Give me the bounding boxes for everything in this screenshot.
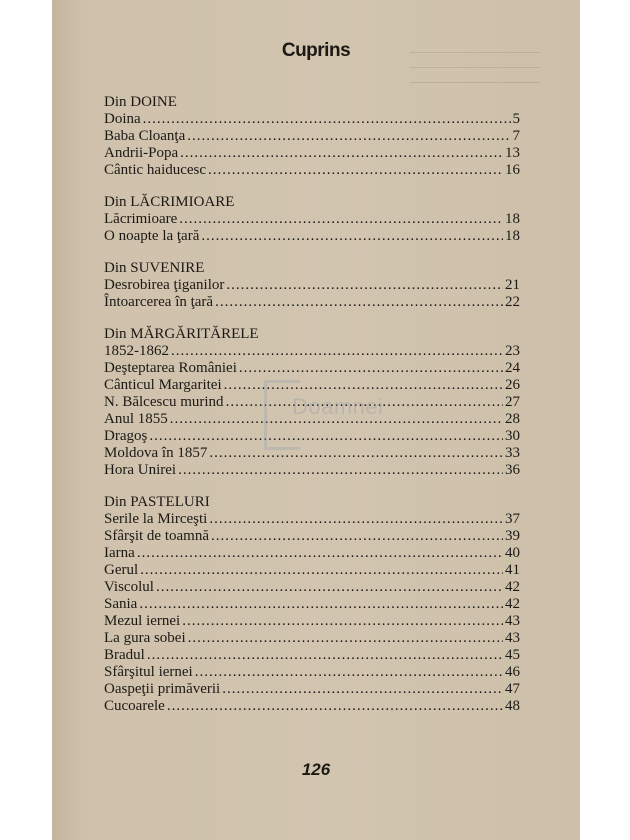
- toc-section: [104, 194, 520, 245]
- toc-entry: [104, 394, 520, 411]
- toc-entry: [104, 360, 520, 377]
- entry-page-number: 18: [505, 211, 520, 227]
- dot-leader: [226, 394, 503, 411]
- dot-leader: [171, 343, 503, 360]
- toc-section: [104, 260, 520, 311]
- page-number: 126: [301, 760, 331, 779]
- toc-entry: [104, 343, 520, 360]
- table-of-contents: [104, 94, 520, 730]
- entry-page-number: 42: [505, 596, 520, 612]
- entry-title: Baba Cloanţa: [104, 128, 186, 144]
- toc-entry: [104, 698, 520, 715]
- toc-entry: [104, 630, 520, 647]
- entry-page-number: 28: [505, 411, 520, 427]
- entry-page-number: 5: [512, 111, 520, 127]
- dot-leader: [180, 145, 503, 162]
- entry-page-number: 43: [505, 630, 520, 646]
- dot-leader: [149, 428, 503, 445]
- section-heading: Din LĂCRIMIOARE: [104, 194, 235, 210]
- entry-page-number: 43: [505, 613, 520, 629]
- toc-entry: [104, 411, 520, 428]
- section-heading: Din DOINE: [104, 94, 177, 110]
- dot-leader: [195, 664, 503, 681]
- entry-title: Anul 1855: [104, 411, 168, 427]
- entry-page-number: 27: [505, 394, 520, 410]
- dot-leader: [239, 360, 503, 377]
- entry-page-number: 16: [505, 162, 520, 178]
- dot-leader: [209, 511, 503, 528]
- toc-entry: [104, 528, 520, 545]
- entry-title: Viscolul: [104, 579, 154, 595]
- entry-title: Cucoarele: [104, 698, 165, 714]
- entry-title: Hora Unirei: [104, 462, 177, 478]
- entry-page-number: 18: [505, 228, 520, 244]
- entry-title: La gura sobei: [104, 630, 186, 646]
- entry-page-number: 7: [512, 128, 520, 144]
- entry-page-number: 48: [505, 698, 520, 714]
- dot-leader: [222, 681, 503, 698]
- entry-title: Lăcrimioare: [104, 211, 178, 227]
- dot-leader: [139, 596, 503, 613]
- dot-leader: [179, 211, 503, 228]
- toc-entry: [104, 647, 520, 664]
- entry-title: Sania: [104, 596, 138, 612]
- entry-page-number: 46: [505, 664, 520, 680]
- entry-page-number: 26: [505, 377, 520, 393]
- toc-entry: [104, 664, 520, 681]
- dot-leader: [143, 111, 511, 128]
- entry-title: 1852-1862: [104, 343, 169, 359]
- toc-entry: [104, 511, 520, 528]
- book-page: [52, 0, 580, 840]
- toc-entry: [104, 111, 520, 128]
- toc-entry: [104, 428, 520, 445]
- dot-leader: [167, 698, 503, 715]
- toc-entry: [104, 145, 520, 162]
- entry-page-number: 41: [505, 562, 520, 578]
- entry-page-number: 42: [505, 579, 520, 595]
- entry-title: Andrii-Popa: [104, 145, 179, 161]
- entry-title: Oaspeţii primăverii: [104, 681, 221, 697]
- entry-title: Desrobirea ţiganilor: [104, 277, 225, 293]
- entry-page-number: 37: [505, 511, 520, 527]
- entry-page-number: 23: [505, 343, 520, 359]
- dot-leader: [156, 579, 503, 596]
- toc-entry: [104, 681, 520, 698]
- entry-page-number: 30: [505, 428, 520, 444]
- dot-leader: [187, 128, 510, 145]
- section-heading: Din SUVENIRE: [104, 260, 205, 276]
- entry-page-number: 24: [505, 360, 520, 376]
- toc-entry: [104, 545, 520, 562]
- toc-entry: [104, 579, 520, 596]
- dot-leader: [215, 294, 503, 311]
- entry-page-number: 47: [505, 681, 520, 697]
- entry-page-number: 40: [505, 545, 520, 561]
- toc-entry: [104, 562, 520, 579]
- dot-leader: [188, 630, 503, 647]
- entry-title: Bradul: [104, 647, 145, 663]
- dot-leader: [226, 277, 503, 294]
- toc-entry: [104, 462, 520, 479]
- entry-title: Întoarcerea în ţară: [104, 294, 214, 310]
- dot-leader: [170, 411, 503, 428]
- toc-section: [104, 494, 520, 715]
- dot-leader: [178, 462, 503, 479]
- entry-page-number: 33: [505, 445, 520, 461]
- page-title: Cuprins: [281, 40, 351, 61]
- entry-page-number: 36: [505, 462, 520, 478]
- toc-entry: [104, 613, 520, 630]
- entry-page-number: 21: [505, 277, 520, 293]
- entry-title: Sfârşit de toamnă: [104, 528, 209, 544]
- entry-title: Mezul iernei: [104, 613, 181, 629]
- toc-section: [104, 326, 520, 479]
- dot-leader: [201, 228, 503, 245]
- entry-page-number: 13: [505, 145, 520, 161]
- section-heading: Din MĂRGĂRITĂRELE: [104, 326, 259, 342]
- dot-leader: [224, 377, 503, 394]
- entry-title: Gerul: [104, 562, 139, 578]
- toc-entry: [104, 162, 520, 179]
- toc-entry: [104, 294, 520, 311]
- entry-title: Cânticul Margaritei: [104, 377, 222, 393]
- toc-entry: [104, 596, 520, 613]
- entry-page-number: 22: [505, 294, 520, 310]
- toc-entry: [104, 128, 520, 145]
- toc-entry: [104, 211, 520, 228]
- entry-title: Dragoş: [104, 428, 148, 444]
- entry-title: Iarna: [104, 545, 135, 561]
- entry-page-number: 45: [505, 647, 520, 663]
- entry-title: O noapte la ţară: [104, 228, 200, 244]
- dot-leader: [208, 162, 503, 179]
- entry-title: Doina: [104, 111, 141, 127]
- section-heading: Din PASTELURI: [104, 494, 210, 510]
- watermark-text: Doamnei: [292, 394, 384, 419]
- dot-leader: [209, 445, 503, 462]
- entry-title: Deşteptarea României: [104, 360, 237, 376]
- dot-leader: [182, 613, 503, 630]
- entry-title: Cântic haiducesc: [104, 162, 207, 178]
- dot-leader: [211, 528, 503, 545]
- toc-section: [104, 94, 520, 179]
- dot-leader: [147, 647, 503, 664]
- entry-title: Serile la Mirceşti: [104, 511, 208, 527]
- toc-entry: [104, 445, 520, 462]
- entry-page-number: 39: [505, 528, 520, 544]
- dot-leader: [137, 545, 503, 562]
- toc-entry: [104, 377, 520, 394]
- toc-entry: [104, 277, 520, 294]
- toc-entry: [104, 228, 520, 245]
- dot-leader: [140, 562, 503, 579]
- entry-title: Sfârşitul iernei: [104, 664, 193, 680]
- entry-title: N. Bălcescu murind: [104, 394, 224, 410]
- entry-title: Moldova în 1857: [104, 445, 208, 461]
